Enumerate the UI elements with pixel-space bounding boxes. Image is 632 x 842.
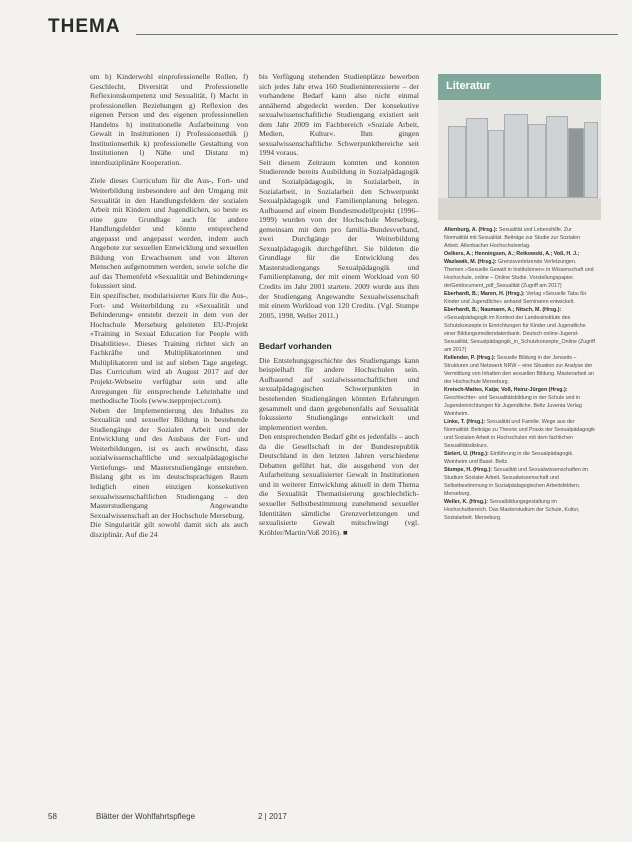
paragraph: Die Entstehungsgeschichte des Studiengangs kann beispielhaft für andere Hochschulen sein. Aufbauend auf sozialwissenschaftlichen und sexualpädagogischen Schwerpunkten in bestehenden Studiengängen könnten Erfahrungen gesammelt und dann gegebenenfalls auf Sexualität fokussierte Studiengänge entwickelt und implementiert werden. [259, 355, 419, 432]
section-title: THEMA [48, 16, 121, 37]
paragraph: Ein spezifischer, modularisierter Kurs für die Aus-, Fort- und Weiterbildung zu »Sexualität und Behinderung« entsteht derzeit in dem von der Hochschule Merseburg geleiteten EU-Projekt »Training in Sexual Education for People with Disabilities«. Dieses Training richtet sich an Fachkräfte und Multiplikatorinnen und Multiplikatoren und ist auf sieben Tage angelegt. Das Curriculum wird ab August 2017 auf der Projekt-Webseite verfügbar sein und alle Anregungen für entsprechende Lehrinhalte und methodische Tools (www.tsepproject.com). [90, 291, 248, 406]
reference-author: Stumpe, H. (Hrsg.): [444, 467, 494, 473]
book [488, 130, 504, 198]
book [448, 126, 466, 198]
reference-author: Altenburg, A. (Hrsg.): [444, 227, 499, 233]
reference-list [438, 220, 601, 522]
reference-item [444, 466, 595, 498]
reference-author: Weller, K. (Hrsg.): [444, 499, 490, 505]
reference-author: Kreisch-Mattes, Katja; Voß, Heinz-Jürgen (Hrsg.): [444, 387, 568, 393]
reference-item [444, 226, 595, 250]
text-column-2 [259, 72, 419, 537]
book [466, 118, 488, 198]
sidebar-title: Literatur [438, 74, 601, 100]
section-heading: Bedarf vorhanden [259, 341, 332, 352]
reference-item [444, 354, 595, 386]
paragraph: Den entsprechenden Bedarf gibt es jedenfalls – auch da die Gesellschaft in der Bundesrepublik Deutschland in den letzten Jahren verschiedene Debatten geführt hat, die ausgehend von der Aufarbeitung sexualisierter Gewalt in Institutionen und in weiterer Entwicklung aktuell in dem Thema die Sexualität Thematisierung geschlechtlich-sexueller Selbstbestimmung zunehmend sexueller Identitäten sämtliche Grenzverletzungen und sexualisierte Gewalt mitschwingt (vgl. Kröhler/Martin/Voß 2016). ■ [259, 432, 419, 537]
reference-item [444, 250, 595, 290]
reference-item [444, 386, 595, 418]
reference-text: Geschlechter- und Sexualitätsbildung in der Schule und in Jugendeinrichtungen für Jugendliche. Beltz Juventa Verlag Weinheim. [444, 395, 582, 417]
reference-item [444, 306, 595, 354]
paragraph: bis Verfügung stehenden Studienplätze bewerben sich jedes Jahr etwa 160 Studieninteressierte – der vorhandene Bedarf kann also nicht einmal annähernd abgedeckt werden. Der konsekutive sexualwissenschaftliche Studiengang existiert seit dem Jahr 2009 im Fachbereich »Soziale Arbeit, Medien, Kultur«. Ihm gingen sexualwissenschaftliche Schwerpunktbereiche seit 1994 voraus. [259, 72, 419, 158]
reference-author: Kellender, P. (Hrsg.): [444, 355, 497, 361]
reference-text: Verlag »Sexuelle Tabu für Kinder und Jugendliche« anhand Seminaren entwickelt. [444, 291, 587, 305]
reference-text: Einführung in die Sexualpädagogik. Weinheim und Basel. Beltz. [444, 451, 574, 465]
journal-name: Blätter der Wohlfahrtspflege [96, 812, 196, 821]
paragraph: um h) Kinderwohl einprofessionelle Rollen, f) Geschlecht, Diversität und Professionelle Reflexionskompetenz und Sexualität, f) Macht in professionellen Beziehungen g) Reflexion des eigenen Person und des eigenen professionellen Handelns h) institutionelle Aufarbeitung von Gewalt in Institutionen i) Professionsethik j) Institutionsethik k) professionelle Gestaltung von Institutionen l) Nähe und Distanz m) interdisziplinäre Kooperation. [90, 72, 248, 167]
reference-text: Sexuelle Bildung in der Jenseits – Strukturen und Netzwerk NRW – eine Situation zur Analyse der Vermittlung von Inhalten den sexuellen Bildung. Masterarbeit an der Hochschule Merseburg. [444, 355, 594, 385]
paragraph: Ziele dieses Curriculum für die Aus-, Fort- und Weiterbildung insbesondere auf den Umgang mit Sexualität in den Handlungsfeldern der sozialen Arbeit mit Kindern und Jugendlichen, so beste es eine gute Grundlage auch für andere Handlungsfelder und könnte entsprechend angepasst und angepasst werden, indem auch Angebote zur sexuellen Entwicklung und sexuellen Bildung von Erwachsenen und von älteren Menschen aufgenommen werden, sowie solche die auf das Themenfeld »Sexualität und Behinderung« fokussiert sind. [90, 176, 248, 291]
book [546, 116, 568, 198]
text-column-1 [90, 72, 248, 539]
literature-sidebar [438, 74, 601, 522]
paragraph: Seit diesem Zeitraum konnten und konnten Studierende bereits Ausbildung in Sozialpädagogik und Sozialpädagogik, in Sozialarbeit, in Sozialarbeit, in Sozialarbeit den Schwerpunkt Sexualpädagogik und Familienplanung belegen. Aufbauend auf einem Bundesmodellprojekt (1996–1999) wurden von der Hochschule Merseburg, gemeinsam mit dem pro familia-Bundesverband, zwei Durchgänge der Weiterbildung Sexualpädagogik durchgeführt. Sie bildeten die Grundlage für die Entwicklung des Masterstudiengangs Sexualpädagogik und Familienplanung, der mit einem Workload von 60 Credits im Jahr 2001 startete. 2009 wurde aus ihm der Studiengang Angewandte Sexualwissenschaft mit einem Workload von 120 Credits. (Vgl. Stumpe 2005, 1998, Weller 2011.) [259, 157, 419, 320]
reference-text: Sexualität und Lebenshilfe. Zur Normalität mit Sexualität. Beiträge zur Studie zur Sozialen Arbeit. Allenbacher Hochschulverlag. [444, 227, 581, 249]
reference-author: Sielert, U. (Hrsg.): [444, 451, 491, 457]
reference-author: Eberhardt, B.; Maren, H. (Hrsg.): [444, 291, 527, 297]
paragraph: Neben der Implementierung des Inhaltes zu Sexualität und sexueller Bildung in bestehende Studiengänge der Sozialen Arbeit und der Entwicklung und des Ausbaus der Fort- und Weiterbildungen, ist es auch erwünscht, dass sozialwissenschaftliche und sexualpädagogische Vertiefungs- und Masterstudiengänge entstehen. Bislang gibt es im deutschsprachigen Raum lediglich einen einzigen konsekutiven sexualwissenschaftlichen Studiengang – den Masterstudiengang Angewandte Sexualwissenschaft an der Hochschule Merseburg. [90, 405, 248, 520]
reference-text: Sexualität und Familie. Wege aus der Normalität: Beiträge zu Theorie und Praxis der Sexualpädagogik und Sozialen Arbeit in Hochschulen mit dem fachlichen Sexualitätsdiskurs. [444, 419, 595, 449]
reference-author: Linke, T. (Hrsg.): [444, 419, 487, 425]
header-rule [136, 34, 618, 35]
issue-number: 2 | 2017 [258, 812, 287, 821]
reference-author: Eberhardt, B.; Naumann, A.; Nitsch, M. (Hrsg.): [444, 307, 562, 313]
books-image [438, 100, 601, 220]
reference-item [444, 450, 595, 466]
page-header [48, 14, 618, 40]
reference-text: Sexualität und Sexualwissenschaften im Studium Sozialer Arbeit. Sexualwissenschaft und Selbstbestimmung in Sozialpädagogischen Arbeitsfeldern. Merseburg. [444, 467, 588, 497]
book [584, 122, 598, 198]
reference-text: »Sexualpädagogik im Kontext der Landesinstitute des Schutzkonzepte in Einrichtungen für Kinder und Jugendliche einer Bildungsmediendatenbank. Deutsch online-Jugend-Sexualität, Sexualpädagogik_in_Schutzkonzepte_Online (Zugriff am 2017) [444, 315, 595, 353]
book [504, 114, 528, 198]
reference-item [444, 418, 595, 450]
reference-item [444, 498, 595, 522]
reference-text: Sexualbildungsgestaltung im Hochschulbereich. Das Masterstudium der Schule, Kultur, Sozialarbeit. Merseburg. [444, 499, 580, 521]
reference-author: Oelkers, A.; Henningsen, A.; Retkowski, A.; Voß, H. J.; Wazlawik, M. (Hrsg.): [444, 251, 580, 265]
book [568, 128, 584, 198]
book [528, 124, 546, 198]
reference-item [444, 290, 595, 306]
reference-text: Grenzsverletzende Verletzungen. Themen »Sexuelle Gewalt in Institutionen« in Wissenschaft und Hochschule, online – Online Studie. Vorstellungspapier. de/Getdocument_pdf_Sexualität (Zugriff am 2017) [444, 259, 594, 289]
shelf [438, 198, 601, 220]
page-number: 58 [48, 812, 57, 821]
paragraph: Die Singularität gilt sowohl damit sich als auch disziplinär. Auf die 24 [90, 520, 248, 539]
